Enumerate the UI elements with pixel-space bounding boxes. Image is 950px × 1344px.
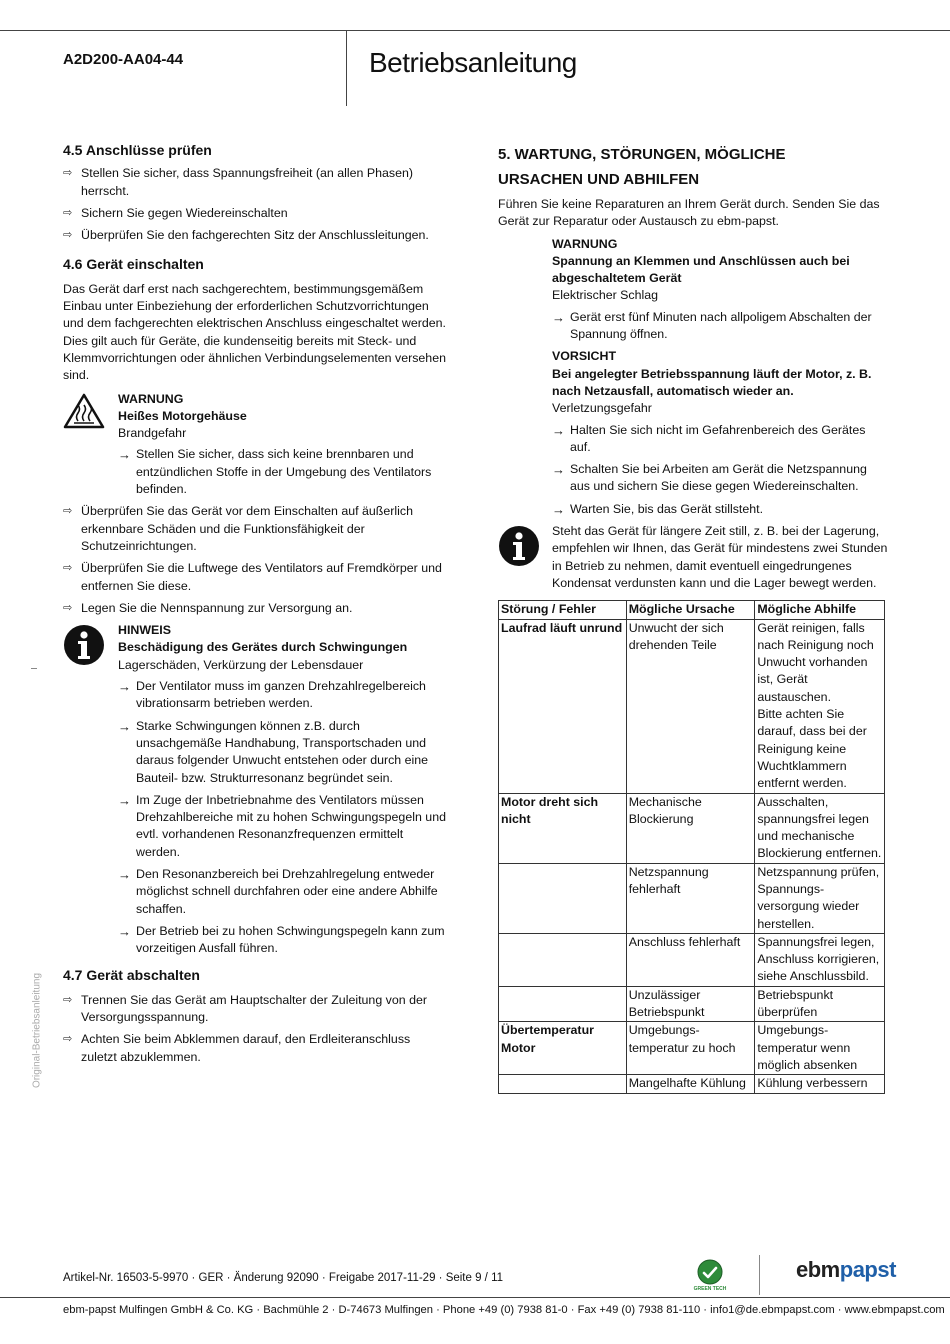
bullet-arrow-icon: ⇨ [63,505,73,518]
list-item [63,992,448,1027]
table-row [499,863,885,933]
caution-action [552,422,888,457]
notice-vibration [63,622,448,957]
caution-title: Bei angelegter Betriebsspannung läuft der Motor, z. B. nach Netzausfall, automatisch wieder an. [552,366,872,398]
section-4-6-intro: Das Gerät darf erst nach sachgerechtem, bestimmungsgemäßem Einbau unter Einbeziehung der erforderlichen Schutzvorrichtungen und dem fachgerechten elektrischen Anschluss eingeschaltet werden. Dies gilt auch für Geräte, die kundenseitig bereits mit Steck- und Klemmvorrichtungen oder ähnlichen Verbindungselementen versehen sind. [63,281,446,383]
list-item [63,560,448,595]
right-column [498,142,888,1094]
left-column [63,142,448,1071]
section-4-7-title: 4.7 Gerät abschalten [63,967,200,984]
right-arrow-icon: → [118,866,131,882]
caution-consequence: Verletzungsgefahr [552,401,652,416]
remedy-cell: Ausschalten, spannungsfrei legen und mechanische Blockierung entfernen. [755,793,885,863]
notice-action [118,923,448,958]
column-header: Störung / Fehler [499,601,627,619]
right-arrow-icon: → [552,309,565,325]
list-item [63,503,448,555]
notice-action [118,866,448,918]
cause-cell: Anschluss fehlerhaft [626,933,755,986]
list-item-text: Überprüfen Sie das Gerät vor dem Einschalten auf äußerlich erkennbare Schäden und die Funktionsfähigkeit der Schutzeinrichtungen. [81,504,413,553]
warning-action [552,309,888,344]
list-item-text: Achten Sie beim Abklemmen darauf, den Erdleiteranschluss zuletzt abzuklemmen. [81,1032,411,1064]
cause-cell: Umgebungs-temperatur zu hoch [626,1022,755,1075]
table-row [499,986,885,1022]
bullet-arrow-icon: ⇨ [63,562,73,575]
header-top-rule [0,30,950,31]
cause-cell: Mangelhafte Kühlung [626,1075,755,1093]
caution-action [552,501,888,518]
caution-label: VORSICHT [552,349,617,364]
side-label: Original-Betriebsanleitung [31,972,43,1089]
notice-title: Beschädigung des Gerätes durch Schwingungen [118,640,408,655]
caution-action [552,461,888,496]
model-number: A2D200-AA04-44 [63,51,184,68]
cause-cell: Netzspannung fehlerhaft [626,863,755,933]
list-item [63,227,448,244]
footer-article-info: Artikel-Nr. 16503-5-9970 · GER · Änderung 92090 · Freigabe 2017-11-29 · Seite 9 / 11 [63,1272,504,1284]
warning-title: Spannung an Klemmen und Anschlüssen auch bei abgeschaltetem Gerät [552,253,850,286]
fault-table-body [499,601,885,1093]
list-item-text: Stellen Sie sicher, dass Spannungsfreiheit (an allen Phasen) herrscht. [81,166,413,198]
action-text: Schalten Sie bei Arbeiten am Gerät die Netzspannung aus und sichern Sie diese gegen Wiedereinschalten. [570,462,867,494]
document-title: Betriebsanleitung [369,47,577,78]
hot-surface-warning-icon [63,393,105,429]
remedy-cell: Spannungsfrei legen, Anschluss korrigieren, siehe Anschlussbild. [755,933,885,986]
list-item-text: Überprüfen Sie den fachgerechten Sitz der Anschlussleitungen. [81,228,429,243]
info-icon [498,525,540,567]
logo-ebm: ebm [796,1257,840,1282]
remedy-cell: Kühlung verbessern [755,1075,885,1093]
info-text: Steht das Gerät für längere Zeit still, z. B. bei der Lagerung, empfehlen wir Ihnen, das Gerät für mindestens zwei Stunden in Betrieb zu nehmen, damit eventuell eingedrungenes Kondensat verdunsten kann und die Lager bewegt werden. [552,524,888,590]
ebmpapst-logo [796,1257,896,1283]
list-item-text: Legen Sie die Nennspannung zur Versorgung an. [81,600,353,615]
table-header-row [499,601,885,619]
cause-cell: Mechanische Blockierung [626,793,755,863]
section-5-title-line1: 5. WARTUNG, STÖRUNGEN, MÖGLICHE [498,146,786,163]
green-tech-label: GREEN TECH [693,1286,727,1292]
header-divider [346,30,347,106]
notice-consequence: Lagerschäden, Verkürzung der Lebensdauer [118,657,364,672]
notice-label: HINWEIS [118,623,172,638]
info-icon [63,624,105,666]
notice-action [118,792,448,861]
warning-title: Heißes Motorgehäuse [118,408,247,423]
remedy-cell: Betriebspunkt überprüfen [755,986,885,1022]
action-text: Halten Sie sich nicht im Gefahrenbereich des Gerätes auf. [570,422,866,454]
caution-restart [498,348,888,518]
warning-consequence: Elektrischer Schlag [552,288,659,303]
fault-cell [499,933,627,986]
action-text: Warten Sie, bis das Gerät stillsteht. [570,501,764,516]
fault-cell: Übertemperatur Motor [499,1022,627,1075]
action-text: Der Ventilator muss im ganzen Drehzahlregelbereich vibrationsarm betrieben werden. [136,679,426,711]
list-item [63,205,448,222]
logo-papst: papst [839,1257,896,1282]
right-arrow-icon: → [552,422,565,438]
right-arrow-icon: → [552,462,565,478]
section-4-7-list [63,992,448,1066]
action-text: Der Betrieb bei zu hohen Schwingungspegeln kann zum vorzeitigen Ausfall führen. [136,923,445,956]
notice-action [118,718,448,787]
table-row [499,933,885,986]
warning-label: WARNUNG [552,236,618,251]
footer-logo-divider [759,1255,760,1295]
bullet-arrow-icon: ⇨ [63,206,73,219]
footer-rule [0,1297,950,1298]
cause-cell: Unzulässiger Betriebspunkt [626,986,755,1022]
action-text: Gerät erst fünf Minuten nach allpoligem Abschalten der Spannung öffnen. [570,309,872,342]
list-item-text: Überprüfen Sie die Luftwege des Ventilators auf Fremdkörper und entfernen Sie diese. [81,561,442,593]
list-item [63,165,448,200]
list-item-text: Trennen Sie das Gerät am Hauptschalter der Zuleitung von der Versorgungsspannung. [81,992,427,1025]
section-4-5-list [63,165,448,244]
notice-action [118,678,448,713]
remedy-cell: Umgebungs-temperatur wenn möglich absenken [755,1022,885,1075]
bullet-arrow-icon: ⇨ [63,167,73,180]
section-5-title-line2: URSACHEN UND ABHILFEN [498,171,700,188]
side-tick [31,668,37,669]
fault-cell: Laufrad läuft unrund [499,619,627,793]
warning-label: WARNUNG [118,391,184,406]
fault-cell [499,1075,627,1093]
list-item-text: Sichern Sie gegen Wiedereinschalten [81,205,288,220]
action-text: Im Zuge der Inbetriebnahme des Ventilators müssen Drehzahlbereiche mit zu hohen Schwingungspegeln und evtl. vorhandenen Resonanzfrequenzen ermittelt werden. [136,792,446,859]
right-arrow-icon: → [118,447,131,463]
fault-cell [499,863,627,933]
fault-table [498,600,885,1093]
green-tech-badge [697,1259,723,1285]
warning-hot-housing [63,391,448,499]
right-arrow-icon: → [118,718,131,734]
footer-company-info: ebm-papst Mulfingen GmbH & Co. KG · Bachmühle 2 · D-74673 Mulfingen · Phone +49 (0) 7938 81-0 · Fax +49 (0) 7938 81-110 · info1@de.ebmpapst.com · www.ebmpapst.com [63,1304,945,1316]
right-arrow-icon: → [552,501,565,517]
table-row [499,1022,885,1075]
action-text: Stellen Sie sicher, dass sich keine brennbaren und entzündlichen Stoffe in der Umgebung des Ventilators befinden. [136,447,432,497]
list-item [63,600,448,617]
table-row [499,619,885,793]
cause-cell: Unwucht der sich drehenden Teile [626,619,755,793]
remedy-cell: Gerät reinigen, falls nach Reinigung noch Unwucht vorhanden ist, Gerät austauschen. Bitte achten Sie darauf, dass bei der Reinigung keine Wuchtklammern entfernt werden. [755,619,885,793]
info-storage [498,523,888,592]
section-4-5-title: 4.5 Anschlüsse prüfen [63,142,212,158]
bullet-arrow-icon: ⇨ [63,993,73,1006]
warning-action [118,446,448,498]
right-arrow-icon: → [118,792,131,808]
remedy-cell: Netzspannung prüfen, Spannungs-versorgung wieder herstellen. [755,863,885,933]
column-header: Mögliche Ursache [626,601,755,619]
action-text: Den Resonanzbereich bei Drehzahlregelung entweder möglichst schnell durchfahren oder eine andere Abhilfe schaffen. [136,866,438,916]
green-tech-check-icon [697,1259,723,1285]
table-row [499,793,885,863]
action-text: Starke Schwingungen können z.B. durch unsachgemäße Handhabung, Transportschaden und daraus folgender Unwucht entstehen oder durch eine Bauteil- bzw. Strukturresonanz begründet sein. [136,718,429,785]
fault-cell: Motor dreht sich nicht [499,793,627,863]
column-header: Mögliche Abhilfe [755,601,885,619]
warning-consequence: Brandgefahr [118,426,187,441]
section-5-intro: Führen Sie keine Reparaturen an Ihrem Gerät durch. Senden Sie das Gerät zur Reparatur oder Austausch zu ebm-papst. [498,197,880,229]
section-4-6-list [63,503,448,617]
warning-voltage [498,236,888,344]
section-4-6-title: 4.6 Gerät einschalten [63,256,204,273]
bullet-arrow-icon: ⇨ [63,229,73,242]
fault-cell [499,986,627,1022]
bullet-arrow-icon: ⇨ [63,601,73,614]
table-row [499,1075,885,1093]
list-item [63,1031,448,1066]
right-arrow-icon: → [118,679,131,695]
bullet-arrow-icon: ⇨ [63,1033,73,1046]
right-arrow-icon: → [118,923,131,939]
